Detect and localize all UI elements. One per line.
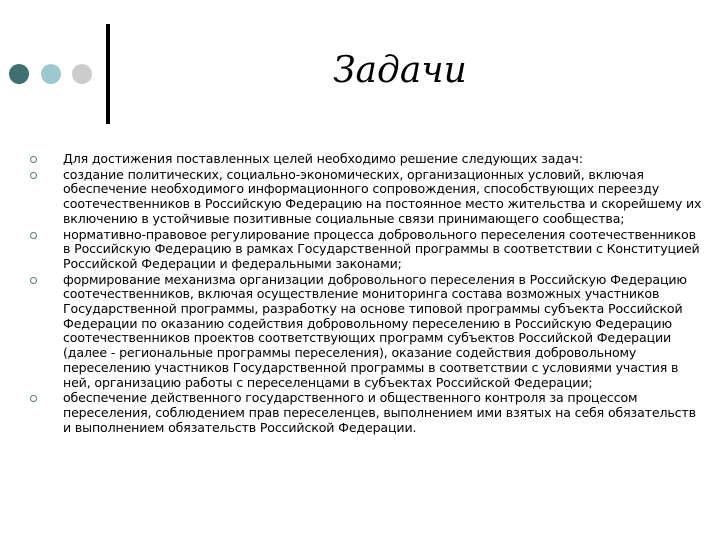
bullet-list [63, 152, 703, 435]
title-divider-line [106, 24, 110, 124]
list-item-text: обеспечение действенного государственного и общественного контроля за процессом переселения, соблюдением прав переселенцев, выполнением ими взятых на себя обязательств и выполнением обязательств Российской Федерации. [63, 390, 696, 435]
list-item [63, 168, 703, 227]
light-teal-dot-icon [41, 64, 61, 84]
circle-bullet-icon [30, 395, 37, 402]
list-item-text: нормативно-правовое регулирование процесса добровольного переселения соотечественников в Российскую Федерацию в рамках Государственной программы в соответствии с Конституцией Российской Федерации и федеральными законами; [63, 226, 700, 271]
list-item [63, 228, 703, 272]
dark-teal-dot-icon [9, 64, 29, 84]
circle-bullet-icon [30, 232, 37, 239]
list-item-text: Для достижения поставленных целей необходимо решение следующих задач: [63, 151, 583, 166]
list-item-text: формирование механизма организации добровольного переселения в Российскую Федерацию соотечественников, включая осуществление мониторинга состава возможных участников Государственной программы, разработку на основе типовой программы субъекта Российской Федерации по оказанию содействия добровольному переселению в Российскую Федерацию соотечественников проектов соответствующих программ субъектов Российской Федерации (далее - региональные программы переселения), оказание содействия добровольному переселению участников Государственной программы в соответствии с условиями участия в ней, организацию работы с переселенцами в субъектах Российской Федерации; [63, 271, 687, 390]
circle-bullet-icon [30, 172, 37, 179]
list-item [63, 273, 703, 391]
list-item-text: создание политических, социально-экономических, организационных условий, включая обеспечение необходимого информационного сопровождения, способствующих переезду соотечественников в Российскую Федерацию на постоянное место жительства и скорейшему их включению в устойчивые позитивные социальные связи принимающего сообщества; [63, 166, 702, 226]
circle-bullet-icon [30, 277, 37, 284]
circle-bullet-icon [30, 156, 37, 163]
slide-title: Задачи [333, 50, 467, 91]
gray-dot-icon [72, 64, 92, 84]
list-item [63, 152, 703, 167]
list-item [63, 391, 703, 435]
